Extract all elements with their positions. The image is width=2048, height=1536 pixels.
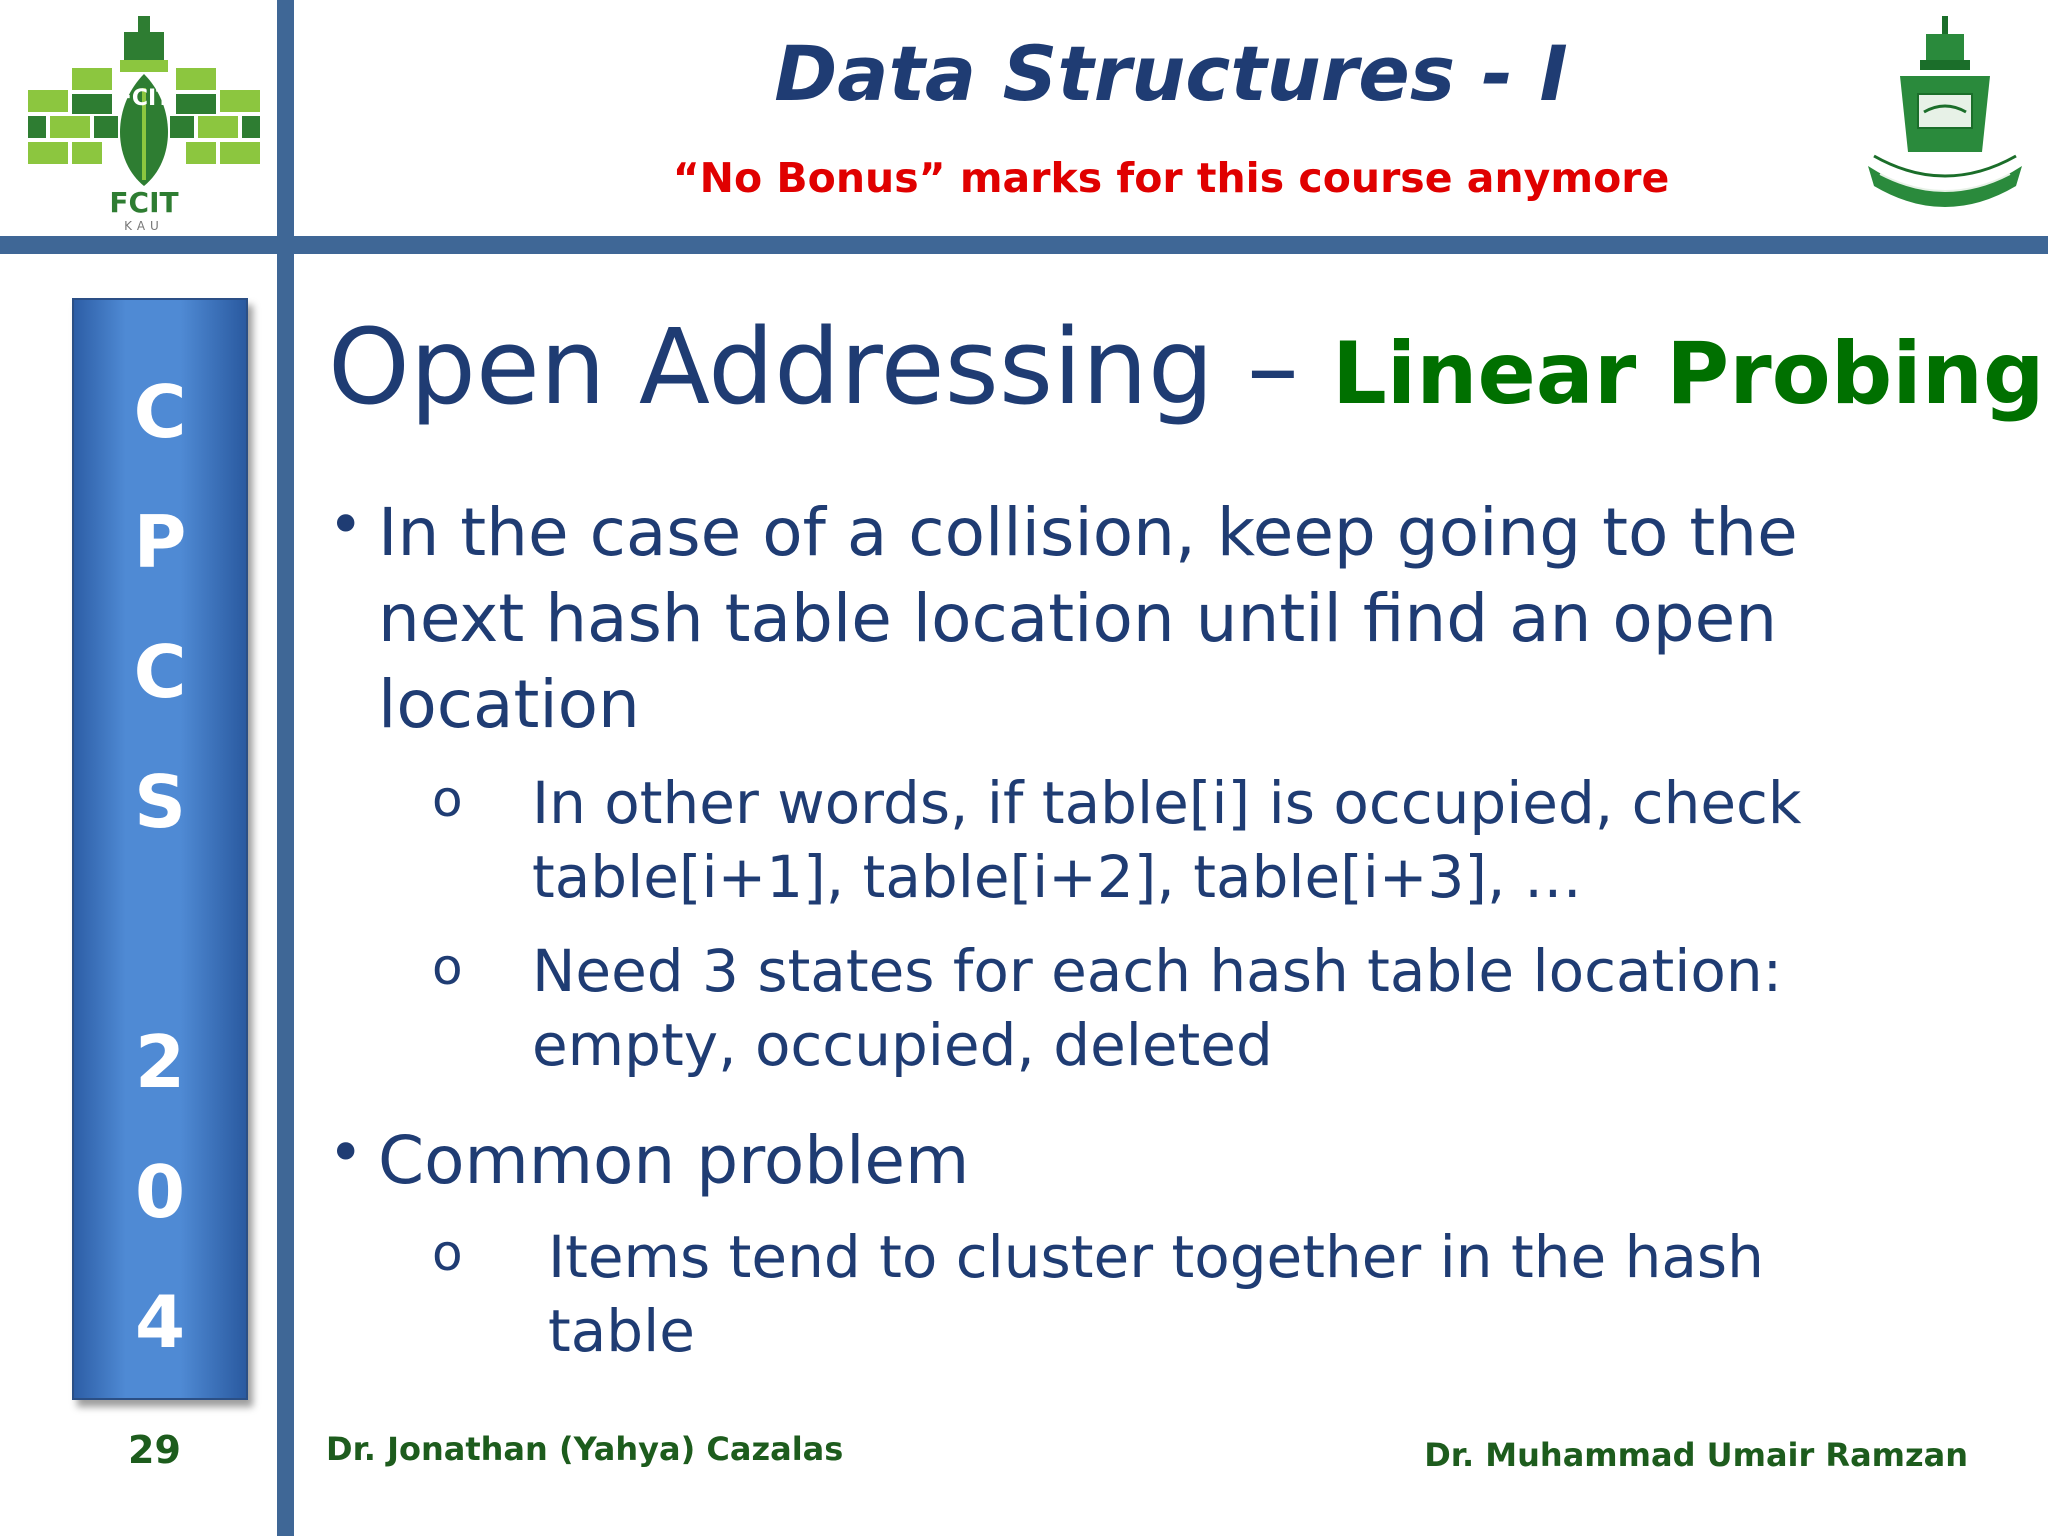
notice-text: “No Bonus” marks for this course anymore — [672, 154, 1670, 202]
sub-bullet-circle-icon: o — [432, 1224, 463, 1282]
sidebar-divider — [277, 0, 294, 1536]
course-code-panel — [72, 298, 248, 1400]
course-code-char: P — [133, 500, 187, 584]
sub-bullet-line: Need 3 states for each hash table location: — [532, 937, 1783, 1005]
bullet-line: location — [378, 666, 640, 743]
sub-bullet-line: empty, occupied, deleted — [532, 1011, 1273, 1079]
course-code-char: C — [133, 630, 187, 714]
bullet-dot-icon: • — [328, 1118, 364, 1188]
sub-bullet-line: table — [548, 1297, 695, 1365]
sub-bullet-circle-icon: o — [432, 938, 463, 996]
fcit-logo-sublabel: KAU — [124, 219, 164, 232]
slide-title-accent: Linear Probing — [1331, 324, 2045, 424]
bullet-line: Common problem — [378, 1122, 970, 1199]
author-left: Dr. Jonathan (Yahya) Cazalas — [326, 1430, 844, 1468]
bullet-line: In the case of a collision, keep going to the — [378, 494, 1798, 571]
course-code-char: S — [134, 760, 186, 844]
sub-bullet-circle-icon: o — [432, 770, 463, 828]
bullet-line: next hash table location until find an open — [378, 580, 1778, 657]
page-number: 29 — [128, 1428, 181, 1472]
sub-bullet-line: table[i+1], table[i+2], table[i+3], … — [532, 843, 1582, 911]
course-title: Data Structures - I — [774, 29, 1568, 118]
fcit-logo-inner-text: FCIT — [116, 86, 172, 111]
author-right: Dr. Muhammad Umair Ramzan — [1424, 1436, 1968, 1474]
fcit-logo — [28, 10, 260, 232]
fcit-logo-label: FCIT — [109, 186, 179, 219]
course-code-char: 0 — [134, 1150, 186, 1234]
slide-title-main: Open Addressing – — [328, 306, 1332, 428]
sub-bullet-line: Items tend to cluster together in the hash — [548, 1223, 1764, 1291]
sub-bullet-line: In other words, if table[i] is occupied, check — [532, 769, 1802, 837]
course-code-char: 2 — [134, 1020, 186, 1104]
slide-title — [328, 306, 2045, 429]
header-divider — [0, 236, 2048, 254]
course-code-char: 4 — [134, 1280, 186, 1364]
bullet-dot-icon: • — [328, 490, 364, 560]
course-code-char: C — [133, 370, 187, 454]
